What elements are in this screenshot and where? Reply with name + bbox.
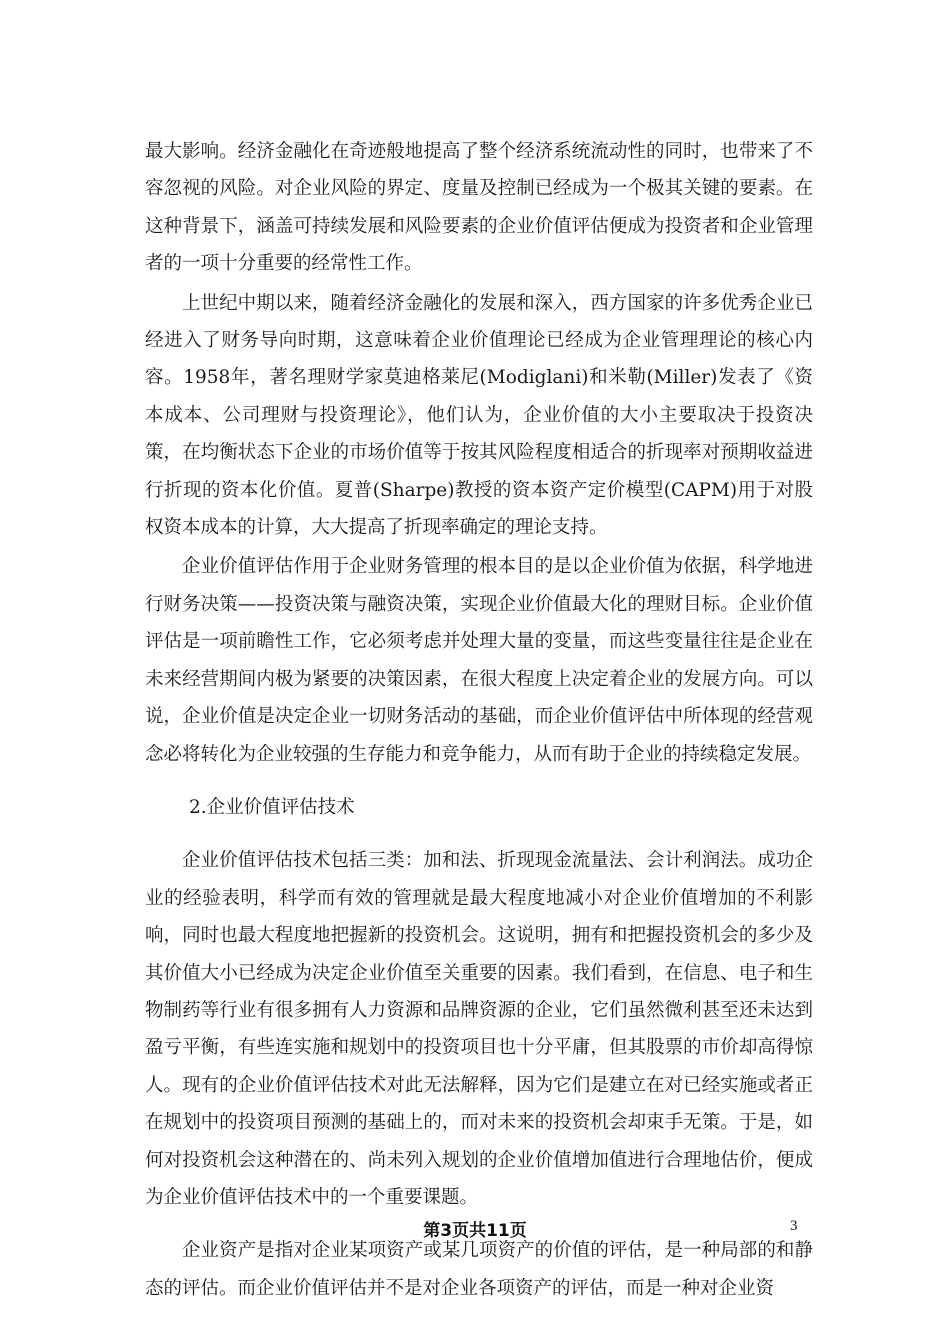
paragraph-continuation: 最大影响。经济金融化在奇迹般地提高了整个经济系统流动性的同时，也带来了不容忽视的风险。对企业风险的界定、度量及控制已经成为一个极其关键的要素。在这种背景下，涵盖可持续发展和风险要素的企业价值评估便成为投资者和企业管理者的一项十分重要的经常性工作。 — [145, 141, 813, 275]
page-count-label: 第3页共11页 — [423, 1221, 527, 1241]
paragraph-purpose: 企业价值评估作用于企业财务管理的根本目的是以企业价值为依据，科学地进行财务决策——投资决策与融资决策，实现企业价值最大化的理财目标。企业价值评估是一项前瞻性工作，它必须考虑并处理大量的变量，而这些变量往往是企业在未来经营期间内极为紧要的决策因素，在很大程度上决定着企业的发展方向。可以说，企业价值是决定企业一切财务活动的基础，而企业价值评估中所体现的经营观念必将转化为企业较强的生存能力和竞争能力，从而有助于企业的持续稳定发展。 — [145, 556, 813, 765]
paragraph-techniques: 企业价值评估技术包括三类：加和法、折现现金流量法、会计利润法。成功企业的经验表明，科学而有效的管理就是最大程度地减小对企业价值增加的不利影响，同时也最大程度地把握新的投资机会。这说明，拥有和把握投资机会的多少及其价值大小已经成为决定企业价值至关重要的因素。我们看到，在信息、电子和生物制药等行业有很多拥有人力资源和品牌资源的企业，它们虽然微利甚至还未达到盈亏平衡，有些连实施和规划中的投资项目也十分平庸，但其股票的市价却高得惊人。现有的企业价值评估技术对此无法解释，因为它们是建立在对已经实施或者正在规划中的投资项目预测的基础上的，而对未来的投资机会却束手无策。于是，如何对投资机会这种潜在的、尚未列入规划的企业价值增加值进行合理地估价，便成为企业价值评估技术中的一个重要课题。 — [145, 850, 813, 1208]
paragraph-history: 上世纪中期以来，随着经济金融化的发展和深入，西方国家的许多优秀企业已经进入了财务导向时期，这意味着企业价值理论已经成为企业管理理论的核心内容。1958年，著名理财学家莫迪格莱尼(Modiglani)和米勒(Miller)发表了《资本成本、公司理财与投资理论》，他们认为，企业价值的大小主要取决于投资决策，在均衡状态下企业的市场价值等于按其风险程度相适合的折现率对预期收益进行折现的资本化价值。夏普(Sharpe)教授的资本资产定价模型(CAPM)用于对股权资本成本的计算，大大提高了折现率确定的理论支持。 — [145, 292, 813, 539]
page-number: 3 — [790, 1218, 798, 1234]
document-body — [145, 133, 813, 1307]
paragraph-assets: 企业资产是指对企业某项资产或某几项资产的价值的评估，是一种局部的和静态的评估。而企业价值评估并不是对企业各项资产的评估，而是一种对企业资 — [145, 1240, 813, 1299]
section-heading: 2.企业价值评估技术 — [189, 796, 355, 818]
